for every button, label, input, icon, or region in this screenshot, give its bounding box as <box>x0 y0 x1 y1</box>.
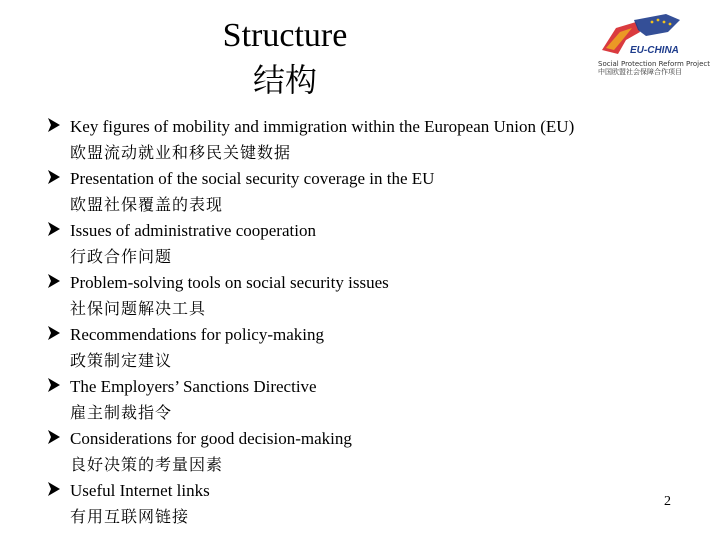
item-text-english: Recommendations for policy-making <box>70 325 324 344</box>
item-text-chinese: 良好决策的考量因素 <box>70 455 224 474</box>
item-text-english: Key figures of mobility and immigration within the European Union (EU) <box>70 117 575 136</box>
logo-brand: EU-CHINA <box>630 45 679 56</box>
page-number: 2 <box>664 494 671 509</box>
arrow-bullet-icon <box>46 325 62 341</box>
item-text-english: Presentation of the social security coverage in the EU <box>70 169 435 188</box>
arrow-bullet-icon <box>46 481 62 497</box>
list-item <box>46 270 574 322</box>
list-item <box>46 166 574 218</box>
item-text-english: Problem-solving tools on social security issues <box>70 273 389 292</box>
list-item <box>46 374 574 426</box>
item-text-chinese: 欧盟社保覆盖的表现 <box>70 195 224 214</box>
logo-caption <box>598 60 710 76</box>
list-item <box>46 426 574 478</box>
item-text-english: Useful Internet links <box>70 481 210 500</box>
list-item <box>46 114 574 166</box>
arrow-bullet-icon <box>46 429 62 445</box>
logo-caption-english: Social Protection Reform Project <box>598 60 710 68</box>
arrow-bullet-icon <box>46 221 62 237</box>
list-item <box>46 478 574 530</box>
arrow-bullet-icon <box>46 273 62 289</box>
logo-caption-chinese: 中国欧盟社会保障合作项目 <box>598 68 682 76</box>
item-text-english: Issues of administrative cooperation <box>70 221 316 240</box>
arrow-bullet-icon <box>46 169 62 185</box>
item-text-chinese: 政策制定建议 <box>70 351 173 370</box>
item-text-chinese: 雇主制裁指令 <box>70 403 173 422</box>
structure-list <box>46 114 574 530</box>
arrow-bullet-icon <box>46 117 62 133</box>
item-text-english: The Employers’ Sanctions Directive <box>70 377 317 396</box>
slide-title <box>200 14 370 102</box>
arrow-bullet-icon <box>46 377 62 393</box>
title-chinese: 结构 <box>252 61 317 99</box>
title-english: Structure <box>222 17 348 54</box>
item-text-chinese: 社保问题解决工具 <box>70 299 207 318</box>
list-item <box>46 322 574 374</box>
list-item <box>46 218 574 270</box>
item-text-chinese: 行政合作问题 <box>70 247 173 266</box>
item-text-chinese: 有用互联网链接 <box>70 507 190 526</box>
item-text-chinese: 欧盟流动就业和移民关键数据 <box>70 143 292 162</box>
item-text-english: Considerations for good decision-making <box>70 429 352 448</box>
